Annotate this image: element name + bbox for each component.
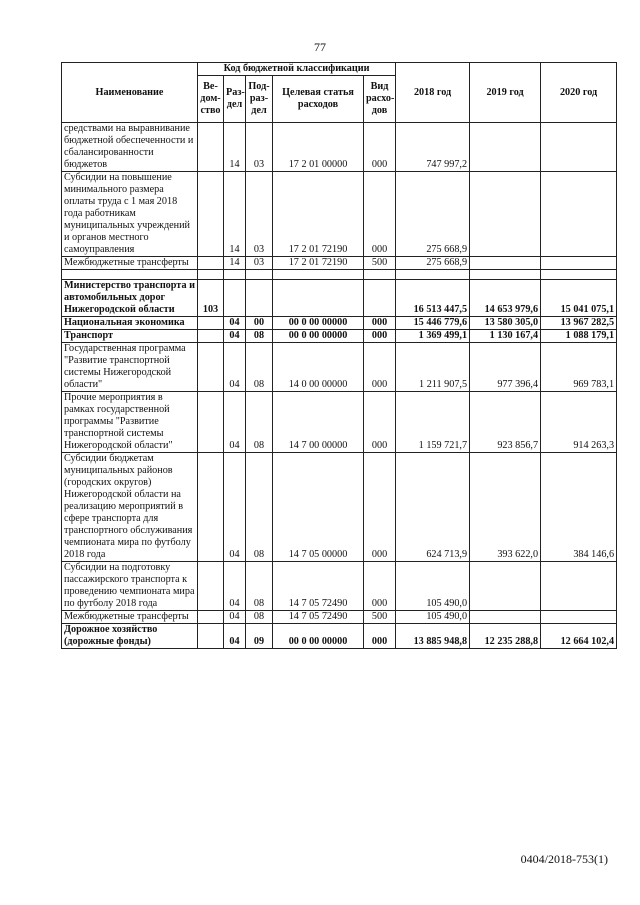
cell-name bbox=[62, 270, 198, 280]
cell-subsection bbox=[246, 280, 273, 317]
cell-exp: 500 bbox=[364, 611, 396, 624]
cell-target: 00 0 00 00000 bbox=[273, 330, 364, 343]
cell-y2020 bbox=[541, 270, 617, 280]
header-2019: 2019 год bbox=[470, 63, 541, 123]
header-exp-type: Вид расхо- дов bbox=[364, 76, 396, 123]
cell-name: Межбюджетные трансферты bbox=[62, 257, 198, 270]
cell-y2018: 105 490,0 bbox=[396, 562, 470, 611]
cell-subsection: 09 bbox=[246, 624, 273, 649]
cell-y2018: 1 159 721,7 bbox=[396, 392, 470, 453]
table-row bbox=[62, 624, 617, 649]
cell-y2018: 1 211 907,5 bbox=[396, 343, 470, 392]
cell-section: 04 bbox=[224, 317, 246, 330]
cell-name: Государственная программа "Развитие транспортной системы Нижегородской области" bbox=[62, 343, 198, 392]
cell-exp: 000 bbox=[364, 172, 396, 257]
header-2018: 2018 год bbox=[396, 63, 470, 123]
cell-name: средствами на выравнивание бюджетной обеспеченности и сбалансированности бюджетов bbox=[62, 123, 198, 172]
cell-name: Субсидии на подготовку пассажирского транспорта к проведению чемпионата мира по футболу 2018 года bbox=[62, 562, 198, 611]
table-row bbox=[62, 123, 617, 172]
cell-target: 14 0 00 00000 bbox=[273, 343, 364, 392]
table-header bbox=[62, 63, 617, 123]
cell-y2019: 1 130 167,4 bbox=[470, 330, 541, 343]
cell-name: Транспорт bbox=[62, 330, 198, 343]
cell-section bbox=[224, 280, 246, 317]
cell-section: 04 bbox=[224, 562, 246, 611]
cell-subsection: 03 bbox=[246, 172, 273, 257]
cell-y2018: 275 668,9 bbox=[396, 257, 470, 270]
cell-dept bbox=[198, 123, 224, 172]
cell-y2018 bbox=[396, 270, 470, 280]
cell-section: 14 bbox=[224, 257, 246, 270]
cell-y2019 bbox=[470, 611, 541, 624]
cell-y2019: 977 396,4 bbox=[470, 343, 541, 392]
table-row bbox=[62, 257, 617, 270]
cell-section bbox=[224, 270, 246, 280]
header-name: Наименование bbox=[62, 63, 198, 123]
cell-target: 00 0 00 00000 bbox=[273, 317, 364, 330]
cell-name: Министерство транспорта и автомобильных дорог Нижегородской области bbox=[62, 280, 198, 317]
cell-y2018: 105 490,0 bbox=[396, 611, 470, 624]
cell-y2019: 923 856,7 bbox=[470, 392, 541, 453]
cell-y2019 bbox=[470, 562, 541, 611]
spacer-row bbox=[62, 270, 617, 280]
cell-dept bbox=[198, 330, 224, 343]
cell-subsection: 08 bbox=[246, 611, 273, 624]
cell-dept bbox=[198, 343, 224, 392]
cell-exp: 000 bbox=[364, 123, 396, 172]
cell-y2019: 14 653 979,6 bbox=[470, 280, 541, 317]
cell-dept bbox=[198, 317, 224, 330]
cell-exp bbox=[364, 280, 396, 317]
cell-exp: 000 bbox=[364, 453, 396, 562]
cell-y2019 bbox=[470, 270, 541, 280]
cell-target: 14 7 05 72490 bbox=[273, 562, 364, 611]
cell-y2020 bbox=[541, 562, 617, 611]
cell-y2018: 1 369 499,1 bbox=[396, 330, 470, 343]
cell-target: 00 0 00 00000 bbox=[273, 624, 364, 649]
header-target: Целевая статья расходов bbox=[273, 76, 364, 123]
header-subsection: Под- раз- дел bbox=[246, 76, 273, 123]
cell-y2020: 12 664 102,4 bbox=[541, 624, 617, 649]
cell-subsection: 03 bbox=[246, 123, 273, 172]
cell-target: 17 2 01 00000 bbox=[273, 123, 364, 172]
cell-exp: 000 bbox=[364, 624, 396, 649]
cell-exp: 000 bbox=[364, 392, 396, 453]
cell-y2020 bbox=[541, 172, 617, 257]
header-2020: 2020 год bbox=[541, 63, 617, 123]
cell-exp: 000 bbox=[364, 330, 396, 343]
cell-name: Прочие мероприятия в рамках государственной программы "Развитие транспортной системы Нижегородской области" bbox=[62, 392, 198, 453]
header-dept: Ве- дом- ство bbox=[198, 76, 224, 123]
table-row bbox=[62, 317, 617, 330]
cell-y2020: 969 783,1 bbox=[541, 343, 617, 392]
cell-y2020: 914 263,3 bbox=[541, 392, 617, 453]
header-section: Раз- дел bbox=[224, 76, 246, 123]
cell-subsection: 08 bbox=[246, 392, 273, 453]
cell-section: 14 bbox=[224, 172, 246, 257]
cell-name: Субсидии бюджетам муниципальных районов (городских округов) Нижегородской области на реализацию мероприятий в сфере транспорта для транспортного обслуживания чемпионата мира по футболу 2018 года bbox=[62, 453, 198, 562]
cell-section: 04 bbox=[224, 392, 246, 453]
cell-target: 14 7 00 00000 bbox=[273, 392, 364, 453]
cell-y2018: 747 997,2 bbox=[396, 123, 470, 172]
table-row bbox=[62, 172, 617, 257]
cell-target: 17 2 01 72190 bbox=[273, 172, 364, 257]
table-row bbox=[62, 392, 617, 453]
table-row bbox=[62, 343, 617, 392]
cell-y2020: 13 967 282,5 bbox=[541, 317, 617, 330]
header-classification: Код бюджетной классификации bbox=[198, 63, 396, 76]
cell-subsection: 03 bbox=[246, 257, 273, 270]
cell-y2020: 15 041 075,1 bbox=[541, 280, 617, 317]
cell-y2020 bbox=[541, 257, 617, 270]
cell-dept bbox=[198, 172, 224, 257]
cell-exp bbox=[364, 270, 396, 280]
cell-dept bbox=[198, 257, 224, 270]
cell-name: Национальная экономика bbox=[62, 317, 198, 330]
cell-subsection bbox=[246, 270, 273, 280]
cell-dept bbox=[198, 453, 224, 562]
cell-dept bbox=[198, 624, 224, 649]
cell-y2019: 393 622,0 bbox=[470, 453, 541, 562]
cell-y2019 bbox=[470, 172, 541, 257]
cell-exp: 500 bbox=[364, 257, 396, 270]
cell-y2018: 15 446 779,6 bbox=[396, 317, 470, 330]
cell-y2018: 624 713,9 bbox=[396, 453, 470, 562]
cell-section: 14 bbox=[224, 123, 246, 172]
cell-subsection: 08 bbox=[246, 562, 273, 611]
table-row bbox=[62, 330, 617, 343]
cell-y2020 bbox=[541, 123, 617, 172]
cell-section: 04 bbox=[224, 611, 246, 624]
cell-name: Субсидии на повышение минимального размера оплаты труда с 1 мая 2018 года работникам муниципальных учреждений и органов местного самоуправления bbox=[62, 172, 198, 257]
header-row bbox=[62, 63, 617, 76]
cell-dept bbox=[198, 392, 224, 453]
cell-section: 04 bbox=[224, 330, 246, 343]
cell-target bbox=[273, 270, 364, 280]
table-row bbox=[62, 562, 617, 611]
cell-name: Дорожное хозяйство (дорожные фонды) bbox=[62, 624, 198, 649]
table-row bbox=[62, 280, 617, 317]
table-row bbox=[62, 453, 617, 562]
cell-y2019: 12 235 288,8 bbox=[470, 624, 541, 649]
cell-y2019: 13 580 305,0 bbox=[470, 317, 541, 330]
cell-y2019 bbox=[470, 123, 541, 172]
cell-y2018: 13 885 948,8 bbox=[396, 624, 470, 649]
cell-dept: 103 bbox=[198, 280, 224, 317]
cell-dept bbox=[198, 611, 224, 624]
cell-y2020: 384 146,6 bbox=[541, 453, 617, 562]
cell-target: 14 7 05 00000 bbox=[273, 453, 364, 562]
budget-table bbox=[61, 62, 617, 649]
cell-target: 17 2 01 72190 bbox=[273, 257, 364, 270]
cell-exp: 000 bbox=[364, 317, 396, 330]
document-code: 0404/2018-753(1) bbox=[520, 852, 608, 866]
cell-dept bbox=[198, 562, 224, 611]
table-body bbox=[62, 123, 617, 649]
cell-exp: 000 bbox=[364, 562, 396, 611]
cell-dept bbox=[198, 270, 224, 280]
cell-section: 04 bbox=[224, 624, 246, 649]
table-row bbox=[62, 611, 617, 624]
cell-y2020: 1 088 179,1 bbox=[541, 330, 617, 343]
cell-section: 04 bbox=[224, 453, 246, 562]
page-number: 77 bbox=[314, 40, 326, 54]
cell-y2018: 16 513 447,5 bbox=[396, 280, 470, 317]
cell-name: Межбюджетные трансферты bbox=[62, 611, 198, 624]
cell-y2019 bbox=[470, 257, 541, 270]
cell-target: 14 7 05 72490 bbox=[273, 611, 364, 624]
cell-target bbox=[273, 280, 364, 317]
cell-y2020 bbox=[541, 611, 617, 624]
cell-y2018: 275 668,9 bbox=[396, 172, 470, 257]
cell-subsection: 00 bbox=[246, 317, 273, 330]
cell-section: 04 bbox=[224, 343, 246, 392]
cell-exp: 000 bbox=[364, 343, 396, 392]
cell-subsection: 08 bbox=[246, 453, 273, 562]
cell-subsection: 08 bbox=[246, 343, 273, 392]
cell-subsection: 08 bbox=[246, 330, 273, 343]
